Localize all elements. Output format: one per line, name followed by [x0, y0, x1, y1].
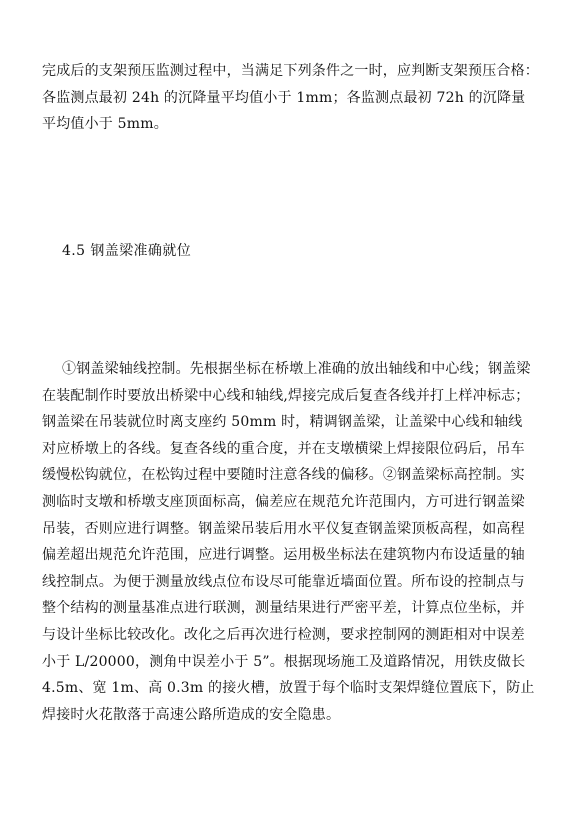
paragraph-line: 在装配制作时要放出桥梁中心线和轴线,焊接完成后复查各线并打上样冲标志；	[42, 387, 530, 404]
paragraph-line: 整个结构的测量基准点进行联测，测量结果进行严密平差，计算点位坐标，并	[42, 600, 525, 617]
paragraph-line: 测临时支墩和桥墩支座顶面标高，偏差应在规范允许范围内，方可进行钢盖梁	[42, 493, 525, 510]
paragraph-line: 对应桥墩上的各线。复查各线的重合度，并在支墩横梁上焊接限位码后，吊车	[42, 440, 525, 457]
paragraph-preload-criteria	[42, 58, 540, 138]
paragraph-line: 4.5m、宽 1m、高 0.3m 的接火槽，放置于每个临时支架焊缝位置底下，防止	[42, 680, 535, 697]
paragraph-line: 各监测点最初 24h 的沉降量平均值小于 1mm；各监测点最初 72h 的沉降量	[42, 89, 526, 106]
paragraph-line: 焊接时火花散落于高速公路所造成的安全隐患。	[42, 706, 341, 723]
paragraph-line: 线控制点。为便于测量放线点位布设尽可能靠近墙面位置。所布设的控制点与	[42, 573, 525, 590]
paragraph-line: 完成后的支架预压监测过程中，当满足下列条件之一时，应判断支架预压合格：	[42, 63, 539, 79]
paragraph-line: 与设计坐标比较改化。改化之后再次进行检测，要求控制网的测距相对中误差	[42, 626, 525, 643]
paragraph-line: 平均值小于 5mm。	[42, 116, 168, 133]
paragraph-line: 钢盖梁在吊装就位时离支座约 50mm 时，精调钢盖梁，让盖梁中心线和轴线	[42, 414, 523, 431]
paragraph-line: 小于 L/20000，测角中误差小于 5”。根据现场施工及道路情况，用铁皮做长	[42, 653, 526, 670]
paragraph-line: 吊装，否则应进行调整。钢盖梁吊装后用水平仪复查钢盖梁顶板高程，如高程	[42, 520, 525, 537]
paragraph-line: ①钢盖梁轴线控制。先根据坐标在桥墩上准确的放出轴线和中心线；钢盖梁	[62, 361, 531, 377]
paragraph-line: 缓慢松钩就位，在松钩过程中要随时注意各线的偏移。②钢盖梁标高控制。实	[42, 467, 525, 484]
paragraph-cap-beam-positioning	[42, 356, 540, 728]
paragraph-line: 偏差超出规范允许范围，应进行调整。运用极坐标法在建筑物内布设适量的轴	[42, 547, 525, 564]
section-heading: 4.5 钢盖梁准确就位	[62, 243, 192, 259]
